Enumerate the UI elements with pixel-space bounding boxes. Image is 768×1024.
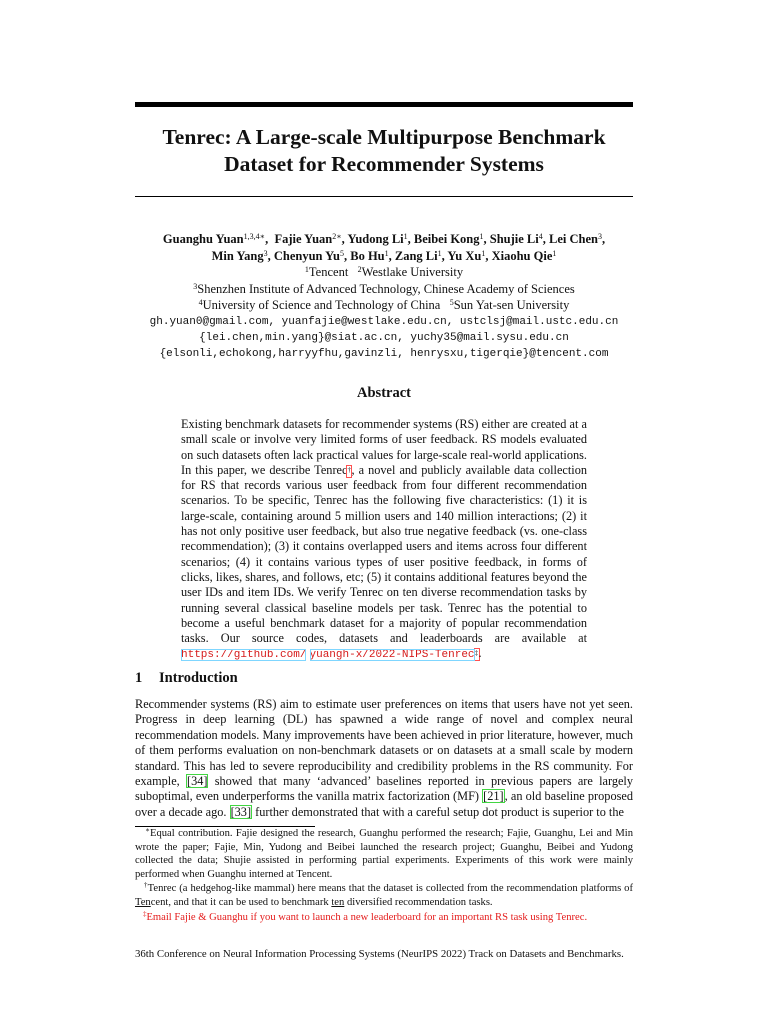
author: Guanghu Yuan [162, 232, 244, 246]
paper-title [135, 124, 633, 178]
affiliation-number: 4 [198, 298, 203, 307]
title-line-2: Dataset for Recommender Systems [224, 152, 544, 176]
author-names-line-1: Guanghu Yuan$^{1,3,4∗}$, Fajie Yuan$^{2∗}$, Yudong Li$^1$, Beibei Kong$^1$, Shujie Li$^4$, Lei Chen$^3$, [162, 232, 606, 246]
footnote-mark: ‡ [142, 909, 147, 918]
section-number: 1 [135, 670, 143, 686]
footnote-mark: † [143, 881, 148, 890]
author: Chenyun Yu [273, 248, 340, 263]
footnote-3 [135, 911, 633, 925]
body-text: further demonstrated that with a careful setup dot product is superior to the [252, 804, 624, 819]
author-names-line-2: Min Yang$^3$, Chenyun Yu$^5$, Bo Hu$^1$, Zang Li$^1$, Yu Xu$^1$, Xiaohu Qie$^1$ [211, 248, 557, 263]
author-sup: 1 [552, 248, 557, 258]
body-text: , an old baseline proposed over a decade ago. [135, 789, 633, 819]
footnotes [135, 827, 633, 925]
author: Zang Li [394, 248, 438, 263]
footnote-text: Equal contribution. Fajie designed the research, Guanghu performed the research; Fajie, Guanghu, Lei and Min wrote the paper; Fajie, Min, Yudong and Beibei launched the research project; Guanghu, Beibei and Yudong collected the data; Shujie assisted in performing partial experiments. Experiments of this work were mainly performed when Guanghu interned at Tencent. [135, 828, 633, 880]
author-sup: 1 [384, 248, 389, 258]
author-sup: 1 [437, 248, 442, 258]
footnote-text: diversified recommendation tasks. [344, 896, 493, 908]
affiliation: University of Science and Technology of China [202, 298, 441, 312]
author-sup: 4 [538, 232, 543, 241]
author: Bo Hu [350, 248, 385, 263]
github-link-part-1[interactable]: https://github.com/ [181, 649, 307, 662]
affiliation: Sun Yat-sen University [453, 298, 570, 312]
introduction-body [135, 697, 633, 820]
affiliation-number: 5 [449, 298, 454, 307]
title-bottom-rule [135, 196, 633, 197]
author: Min Yang [211, 248, 264, 263]
email-line-2: {lei.chen,min.yang}@siat.ac.cn, yuchy35@mail.sysu.edu.cn [199, 331, 569, 344]
author-sup: 1 [481, 248, 486, 258]
section-title: Introduction [159, 670, 238, 686]
body-text: Recommender systems (RS) aim to estimate user preferences on items that users have not yet seen. Progress in deep learning (DL) has spawned a wide range of novel and complex neural recommendation models. Many improvements have been achieved in prior literature, however, much of them performs evaluation on non-benchmark datasets or on datasets at a small scale by modern standard. This has led to severe reproducibility and credibility problems in the RS community. For example, [135, 697, 633, 789]
github-link-part-2[interactable]: yuangh-x/2022-NIPS-Tenrec [309, 649, 475, 662]
abstract-text: . [478, 646, 482, 661]
footnote-mark: ∗ [145, 826, 150, 834]
affiliation-line-1 [120, 264, 648, 281]
citation-link[interactable]: [34] [186, 774, 208, 789]
author-sup: 1 [479, 232, 484, 241]
author-sup: 2∗ [332, 232, 342, 241]
affiliation: Tencent [308, 265, 349, 279]
footnote-text: Email Fajie & Guanghu if you want to launch a new leaderboard for an important RS task using Tenrec. [146, 911, 588, 923]
author: Lei Chen [549, 232, 598, 246]
author-sup: 1,3,4∗ [243, 232, 266, 241]
footnote-mark: † [347, 465, 351, 474]
author-block [120, 231, 648, 362]
title-line-1: Tenrec: A Large-scale Multipurpose Benchmark [162, 125, 606, 149]
author: Yudong Li [347, 232, 404, 246]
abstract-heading: Abstract [357, 385, 411, 401]
body-text: showed that many ‘advanced’ baselines reported in previous papers are largely suboptimal, even underperforms the vanilla matrix factorization (MF) [135, 774, 633, 804]
author: Shujie Li [489, 232, 539, 246]
author-sup: 5 [339, 248, 344, 258]
footnote-1 [135, 827, 633, 881]
affiliation-line-3 [120, 297, 648, 314]
footnote-2 [135, 882, 633, 909]
footnote-underlined: Ten [135, 896, 151, 908]
author: Yu Xu [447, 248, 482, 263]
conference-footer: 36th Conference on Neural Information Processing Systems (NeurIPS 2022) Track on Datasets and Benchmarks. [135, 948, 624, 960]
author: Xiaohu Qie [491, 248, 553, 263]
email-line-1: gh.yuan0@gmail.com, yuanfajie@westlake.edu.cn, ustclsj@mail.ustc.edu.cn [149, 315, 619, 328]
affiliation-line-2 [120, 281, 648, 298]
footnote-text: Tenrec (a hedgehog-like mammal) here means that the dataset is collected from the recommendation platforms of [147, 883, 634, 895]
abstract-text: Existing benchmark datasets for recommender systems (RS) either are created at a small scale or involve very limited forms of user feedback. RS models evaluated on such datasets often lack practical values for large-scale real-world applications. In this paper, we describe Tenrec [181, 417, 587, 477]
author: Fajie Yuan [274, 232, 333, 246]
author-sup: 3 [263, 248, 268, 258]
author-sup: 1 [403, 232, 408, 241]
affiliation: Shenzhen Institute of Advanced Technology, Chinese Academy of Sciences [197, 281, 575, 296]
title-top-rule [135, 102, 633, 107]
email-line-3: {elsonli,echokong,harryyfhu,gavinzli, henrysxu,tigerqie}@tencent.com [159, 347, 609, 360]
author: Beibei Kong [413, 232, 480, 246]
affiliation-number: 1 [304, 265, 309, 274]
footnote-mark: ‡ [474, 649, 479, 658]
footnote-underlined: ten [331, 896, 345, 908]
affiliation-number: 2 [357, 265, 362, 274]
author-sup: 3 [597, 232, 602, 241]
affiliation-number: 3 [193, 281, 198, 291]
affiliation: Westlake University [361, 265, 464, 279]
citation-link[interactable]: [33] [230, 804, 252, 819]
citation-link[interactable]: [21] [483, 789, 504, 804]
section-heading-introduction [135, 670, 238, 687]
abstract-body [181, 417, 587, 664]
footnote-text: cent, and that it can be used to benchmark [150, 896, 332, 908]
abstract-text: , a novel and publicly available data collection for RS that records various user feedback from four different recommendation scenarios. To be specific, Tenrec has the following five characteristics: (1) it is large-scale, containing around 5 million users and 140 million interactions; (2) it has not only positive user feedback, but also true negative feedback (vs. one-class recommendation); (3) it contains overlapped users and items across four different scenarios; (4) it contains various types of user positive feedback, in forms of clicks, likes, shares, and follows, etc; (5) it contains additional features beyond the user IDs and item IDs. We verify Tenrec on ten diverse recommendation tasks by running several classical baseline models per task. Tenrec has the potential to become a useful benchmark dataset for a majority of popular recommendation tasks. Our source codes, datasets and leaderboards are available at [181, 462, 588, 646]
